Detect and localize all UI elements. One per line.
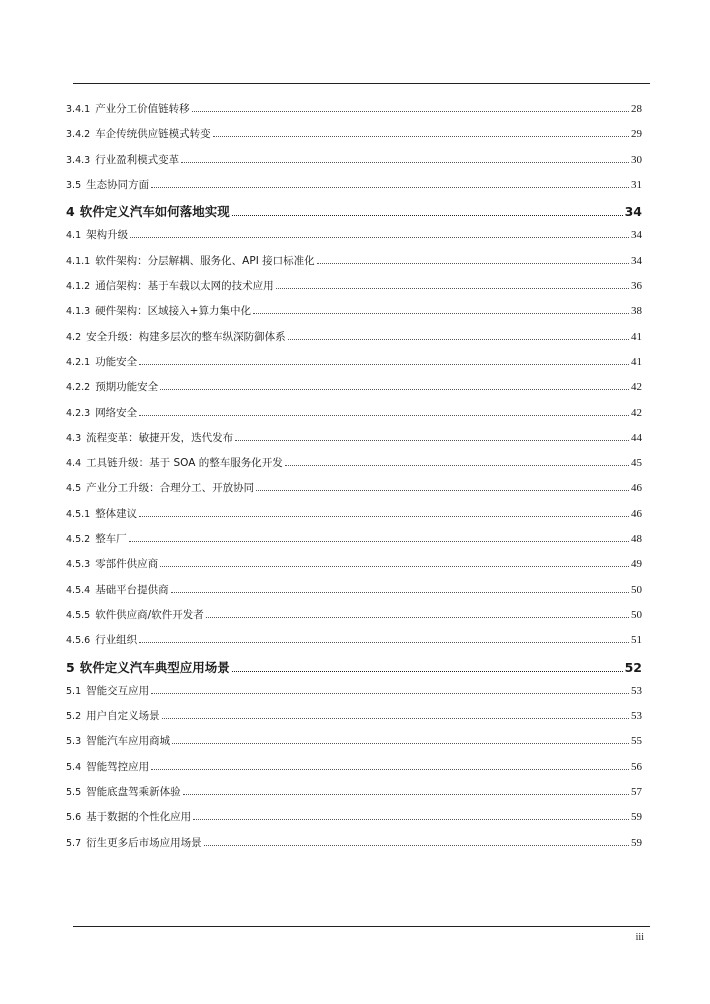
toc-entry[interactable] [66, 405, 642, 430]
dot-leader [172, 743, 629, 744]
dot-leader [181, 162, 629, 163]
toc-entry-title: 智能交互应用 [86, 684, 150, 697]
toc-entry-page: 49 [631, 558, 642, 571]
toc-entry-title: 工具链升级：基于 SOA 的整车服务化开发 [86, 457, 283, 470]
toc-entry-page: 53 [631, 684, 642, 697]
toc-entry-page: 53 [631, 710, 642, 723]
toc-entry-number: 4.2.3 [66, 407, 91, 419]
toc-entry-title: 零部件供应商 [95, 558, 159, 571]
toc-entry[interactable] [66, 480, 642, 505]
toc-entry-number: 4.5.1 [66, 508, 91, 520]
dot-leader [288, 339, 629, 340]
dot-leader [206, 617, 629, 618]
toc-entry-page: 29 [631, 128, 642, 141]
toc-entry-number: 4.5.4 [66, 584, 91, 596]
toc-entry[interactable] [66, 253, 642, 278]
toc-entry-page: 52 [624, 659, 642, 675]
toc-entry-title: 软件定义汽车如何落地实现 [79, 204, 230, 220]
toc-entry-title: 软件定义汽车典型应用场景 [79, 659, 230, 675]
toc-entry-number: 5.6 [66, 812, 82, 824]
toc-entry-page: 28 [631, 103, 642, 115]
toc-entry-number: 4.1.3 [66, 306, 91, 318]
toc-entry[interactable] [66, 506, 642, 531]
toc-entry-number: 3.4.2 [66, 129, 91, 141]
toc-entry-page: 59 [631, 836, 642, 849]
toc-entry-page: 59 [631, 811, 642, 824]
toc-entry-page: 41 [631, 355, 642, 368]
toc-entry-number: 4 [66, 204, 75, 220]
toc-entry-page: 44 [631, 431, 642, 444]
toc-entry[interactable] [66, 430, 642, 455]
toc-entry-page: 50 [631, 608, 642, 621]
toc-entry-page: 42 [631, 381, 642, 394]
dot-leader [162, 718, 629, 719]
toc-entry-number: 4.5.3 [66, 559, 91, 571]
footer-rule [73, 926, 650, 927]
toc-entry-title: 智能汽车应用商城 [86, 735, 171, 748]
page-number: iii [635, 932, 644, 943]
toc-entry-number: 5.4 [66, 761, 82, 773]
toc-entry[interactable] [66, 683, 642, 708]
toc-entry[interactable] [66, 582, 642, 607]
toc-entry-page: 46 [631, 482, 642, 495]
toc-entry-number: 5.3 [66, 736, 82, 748]
toc-entry-page: 30 [631, 153, 642, 166]
toc-entry[interactable] [66, 531, 642, 556]
table-of-contents [66, 101, 642, 860]
dot-leader [193, 819, 629, 820]
toc-entry-title: 流程变革：敏捷开发，迭代发布 [86, 431, 234, 444]
dot-leader [256, 490, 629, 491]
toc-entry-title: 架构升级 [86, 229, 129, 242]
dot-leader [276, 288, 629, 289]
dot-leader [213, 136, 629, 137]
toc-entry-number: 4.1 [66, 230, 82, 242]
toc-entry[interactable] [66, 733, 642, 758]
toc-entry-title: 软件供应商/软件开发者 [95, 608, 204, 621]
toc-entry-page: 31 [631, 178, 642, 191]
toc-entry-title: 产业分工价值链转移 [95, 103, 190, 115]
toc-entry-number: 4.3 [66, 432, 82, 444]
toc-entry-title: 安全升级：构建多层次的整车纵深防御体系 [86, 330, 286, 343]
toc-entry-number: 4.2.1 [66, 356, 91, 368]
toc-entry-title: 生态协同方面 [86, 178, 150, 191]
toc-entry-page: 48 [631, 533, 642, 546]
dot-leader [171, 592, 629, 593]
toc-entry-title: 产业分工升级：合理分工、开放协同 [86, 482, 255, 495]
dot-leader [139, 364, 629, 365]
toc-entry-title: 车企传统供应链模式转变 [95, 128, 211, 141]
dot-leader [160, 389, 629, 390]
toc-entry[interactable] [66, 126, 642, 151]
toc-entry-number: 4.5.6 [66, 635, 91, 647]
toc-entry-number: 5.1 [66, 685, 82, 697]
toc-entry[interactable] [66, 152, 642, 177]
dot-leader [151, 769, 629, 770]
toc-entry-title: 网络安全 [95, 406, 138, 419]
toc-entry-title: 用户自定义场景 [86, 710, 160, 723]
toc-entry[interactable] [66, 607, 642, 632]
toc-entry-title: 行业盈利模式变革 [95, 153, 180, 166]
toc-entry-title: 预期功能安全 [95, 381, 159, 394]
toc-entry[interactable] [66, 303, 642, 328]
toc-entry[interactable] [66, 329, 642, 354]
toc-entry-page: 36 [631, 280, 642, 293]
header-rule [73, 83, 650, 84]
toc-entry[interactable] [66, 278, 642, 303]
dot-leader [130, 237, 629, 238]
toc-entry-page: 41 [631, 330, 642, 343]
toc-entry-title: 基础平台提供商 [95, 583, 169, 596]
dot-leader [285, 465, 629, 466]
toc-entry-title: 功能安全 [95, 355, 138, 368]
toc-entry-number: 4.4 [66, 458, 82, 470]
dot-leader [192, 111, 629, 112]
toc-entry-page: 34 [631, 229, 642, 242]
toc-entry-page: 46 [631, 507, 642, 520]
toc-entry-page: 56 [631, 760, 642, 773]
toc-entry[interactable] [66, 202, 642, 227]
dot-leader [139, 642, 629, 643]
toc-entry-page: 38 [631, 305, 642, 318]
toc-entry-number: 4.5 [66, 483, 82, 495]
dot-leader [204, 845, 629, 846]
toc-entry-title: 行业组织 [95, 634, 138, 647]
toc-entry-number: 4.1.1 [66, 255, 91, 267]
toc-entry-number: 4.2 [66, 331, 82, 343]
toc-entry-number: 5 [66, 659, 75, 675]
dot-leader [139, 415, 629, 416]
toc-entry-title: 智能驾控应用 [86, 760, 150, 773]
toc-entry[interactable] [66, 835, 642, 860]
dot-leader [253, 313, 629, 314]
toc-entry[interactable] [66, 177, 642, 202]
toc-entry-number: 3.4.1 [66, 104, 91, 115]
toc-entry-number: 4.2.2 [66, 382, 91, 394]
toc-entry[interactable] [66, 354, 642, 379]
toc-entry[interactable] [66, 759, 642, 784]
toc-entry[interactable] [66, 809, 642, 834]
toc-entry[interactable] [66, 455, 642, 480]
toc-entry-page: 55 [631, 735, 642, 748]
toc-entry-number: 5.7 [66, 837, 82, 849]
toc-entry-title: 通信架构：基于车载以太网的技术应用 [95, 280, 274, 293]
toc-entry-title: 衍生更多后市场应用场景 [86, 836, 202, 849]
toc-entry-title: 软件架构：分层解耦、服务化、API 接口标准化 [95, 254, 315, 267]
toc-entry[interactable] [66, 101, 642, 126]
toc-entry-page: 45 [631, 457, 642, 470]
dot-leader [317, 263, 629, 264]
toc-entry-page: 42 [631, 406, 642, 419]
toc-entry[interactable] [66, 784, 642, 809]
toc-entry-page: 51 [631, 634, 642, 647]
toc-entry-page: 57 [631, 786, 642, 799]
toc-entry-number: 3.4.3 [66, 154, 91, 166]
toc-entry-title: 整体建议 [95, 507, 138, 520]
dot-leader [232, 671, 623, 672]
dot-leader [139, 516, 629, 517]
toc-entry-number: 4.5.2 [66, 534, 91, 546]
toc-entry[interactable] [66, 632, 642, 657]
toc-entry-number: 3.5 [66, 179, 82, 191]
dot-leader [183, 794, 629, 795]
toc-entry[interactable] [66, 227, 642, 252]
dot-leader [232, 215, 623, 216]
dot-leader [160, 566, 629, 567]
dot-leader [235, 440, 629, 441]
toc-entry-number: 4.5.5 [66, 609, 91, 621]
toc-entry-page: 34 [624, 204, 642, 220]
dot-leader [151, 693, 629, 694]
toc-entry[interactable] [66, 556, 642, 581]
dot-leader [151, 187, 629, 188]
toc-entry-page: 50 [631, 583, 642, 596]
toc-entry-title: 基于数据的个性化应用 [86, 811, 192, 824]
toc-entry-title: 整车厂 [95, 533, 127, 546]
toc-entry-number: 5.2 [66, 711, 82, 723]
toc-entry-number: 5.5 [66, 787, 82, 799]
toc-entry[interactable] [66, 708, 642, 733]
toc-entry-title: 硬件架构：区域接入+算力集中化 [95, 305, 251, 318]
toc-entry-page: 34 [631, 254, 642, 267]
toc-entry[interactable] [66, 658, 642, 683]
toc-entry-title: 智能底盘驾乘新体验 [86, 786, 181, 799]
toc-entry[interactable] [66, 379, 642, 404]
dot-leader [129, 541, 629, 542]
toc-entry-number: 4.1.2 [66, 281, 91, 293]
